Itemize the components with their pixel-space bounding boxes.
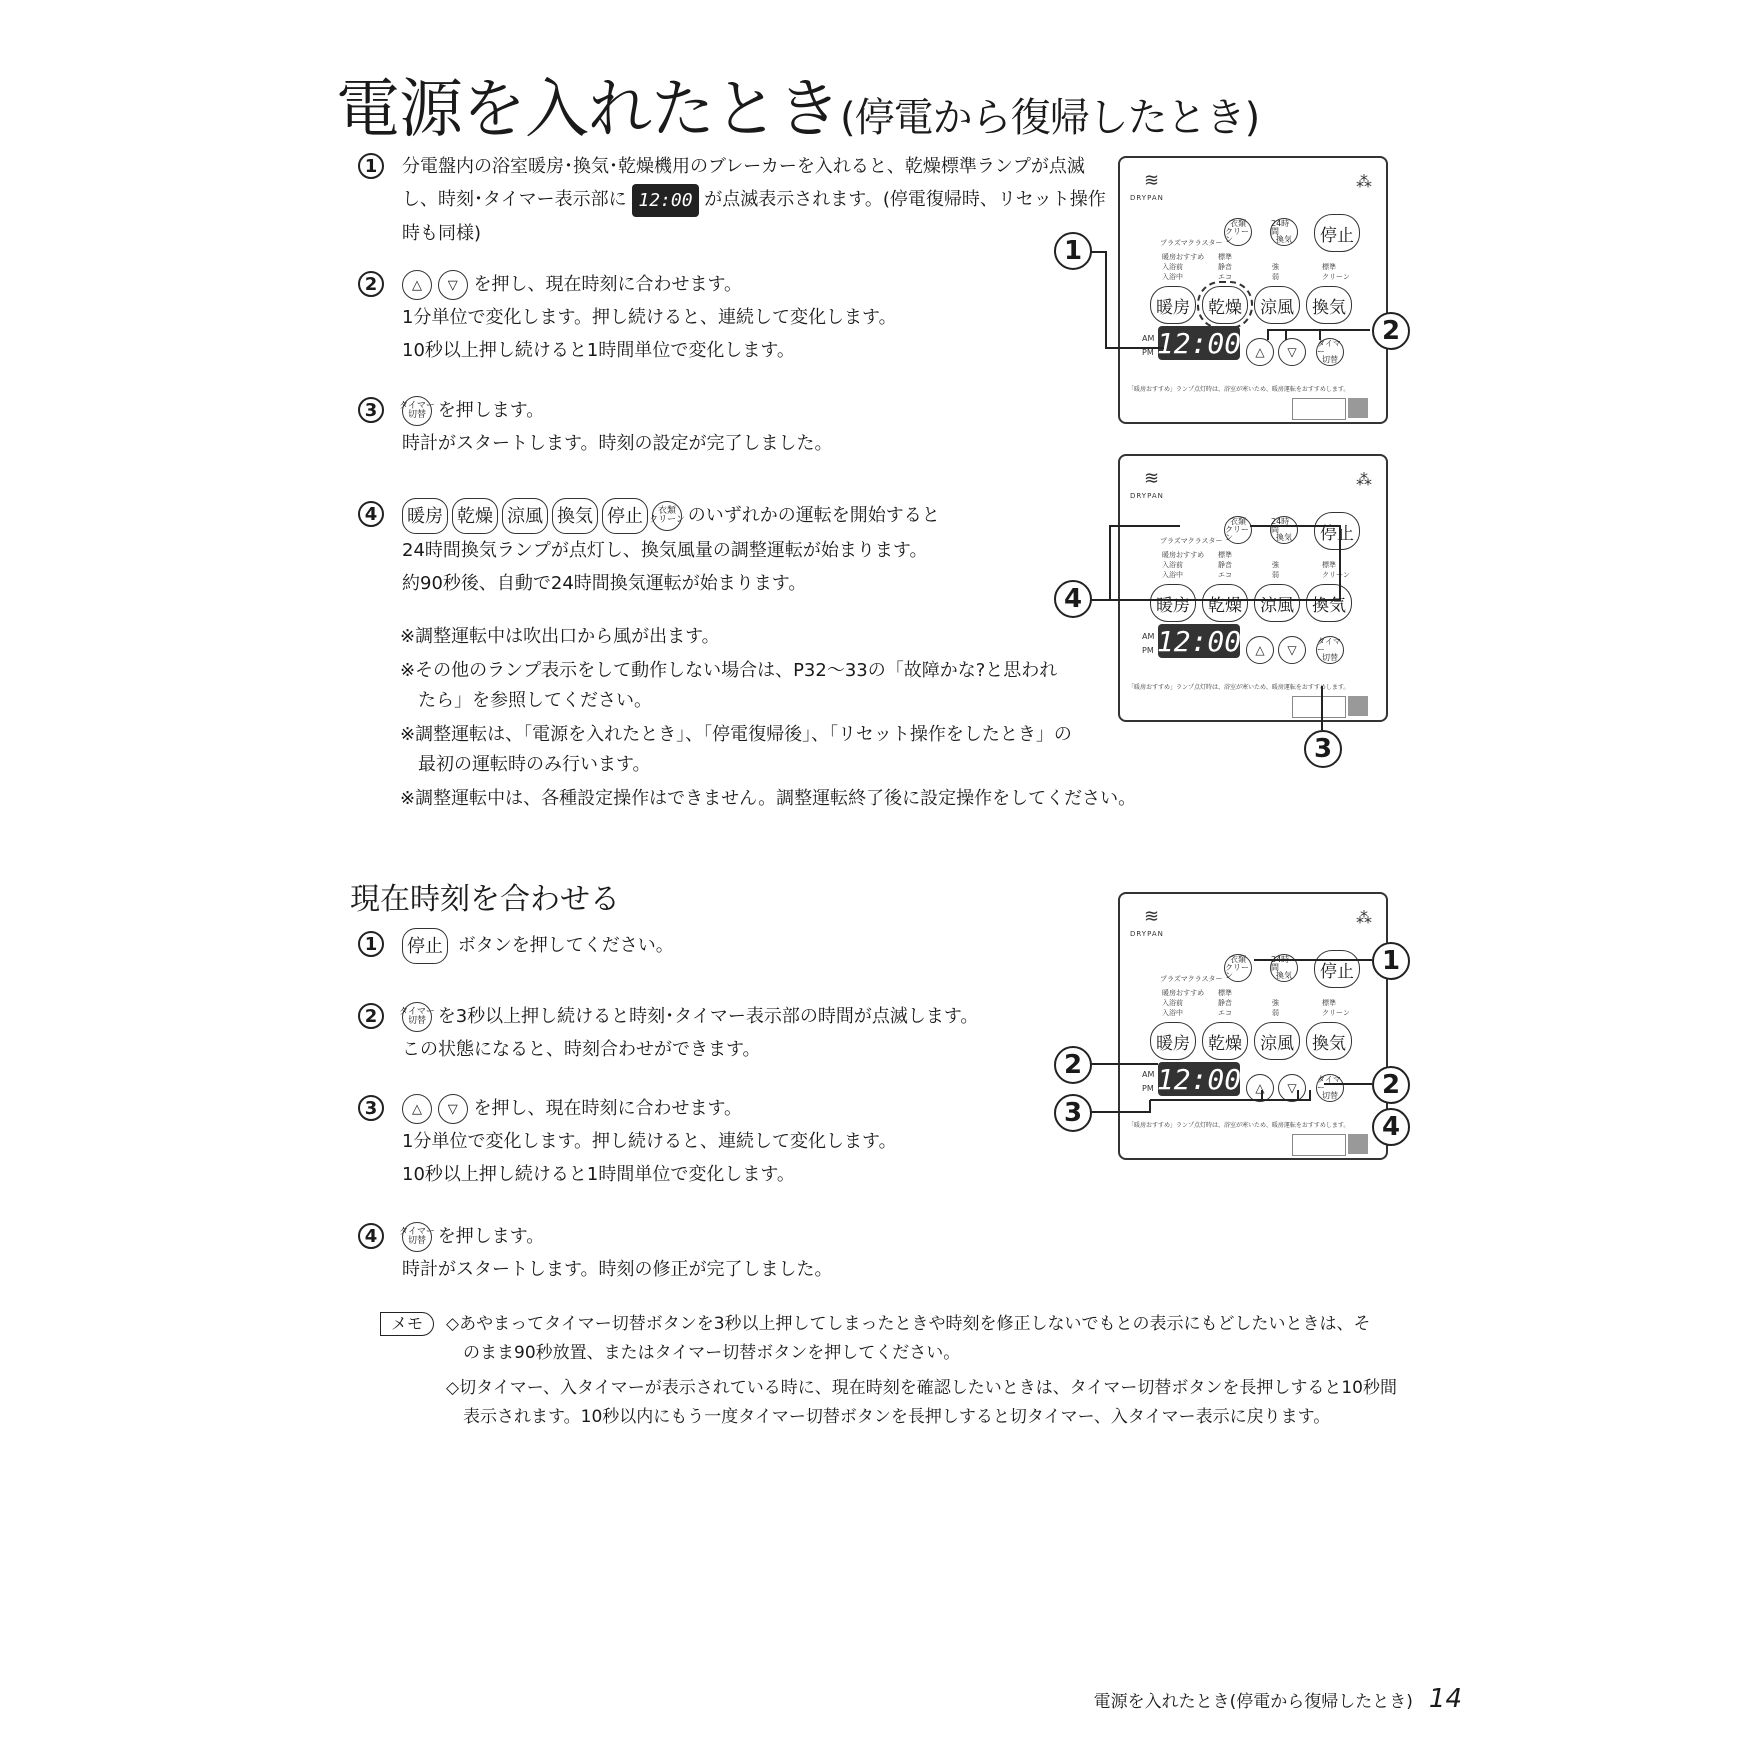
panel-sensor bbox=[1348, 398, 1368, 418]
step-text bbox=[402, 268, 897, 367]
grape-logo-icon: ⁂ bbox=[1356, 470, 1372, 489]
timer-button-icon bbox=[399, 396, 435, 426]
stop-button: 停止 bbox=[1314, 950, 1360, 988]
page-number: 14 bbox=[1428, 1684, 1462, 1714]
callout-line bbox=[1110, 526, 1180, 600]
s1-step4 bbox=[358, 498, 1078, 608]
callout-4: 4 bbox=[1054, 580, 1092, 618]
step-number: 3 bbox=[358, 397, 384, 423]
cloth-label-bottom: クリーン bbox=[1225, 227, 1249, 244]
lamp-label: 標準 bbox=[1322, 561, 1336, 569]
note-line: ※調整運転中は、各種設定操作はできません。調整運転終了後に設定操作をしてください。 bbox=[400, 788, 1137, 809]
lamp-label: 標準 bbox=[1322, 999, 1336, 1007]
recommend-note: 「暖房おすすめ」ランプ点灯時は、浴室が寒いため、暖房運転をおすすめします。 bbox=[1128, 684, 1350, 691]
step-number: 2 bbox=[358, 271, 384, 297]
footer bbox=[1094, 1684, 1462, 1714]
step-number: 4 bbox=[358, 501, 384, 527]
step-text bbox=[399, 394, 833, 460]
lamp-label: クリーン bbox=[1322, 1009, 1350, 1017]
step-number: 2 bbox=[358, 1003, 384, 1029]
step-text bbox=[402, 150, 1106, 250]
grape-logo-icon: ⁂ bbox=[1356, 172, 1372, 191]
timer-label-bottom: 切替 bbox=[1322, 355, 1338, 364]
page-title-sub: (停電から復帰したとき) bbox=[840, 95, 1260, 141]
cooling-button: 涼風 bbox=[1254, 286, 1300, 324]
step-number: 3 bbox=[358, 1095, 384, 1121]
pm-label: PM bbox=[1142, 646, 1154, 655]
footer-text: 電源を入れたとき(停電から復帰したとき) bbox=[1093, 1692, 1413, 1712]
24h-label-bottom: 換気 bbox=[1276, 235, 1292, 244]
24h-label-top: 24時間 bbox=[1271, 517, 1290, 534]
plasma-label: プラズマクラスター bbox=[1160, 239, 1223, 247]
page-title-main: 電源を入れたとき bbox=[336, 73, 840, 147]
step-line bbox=[399, 394, 833, 427]
lamp-label: 弱 bbox=[1272, 571, 1279, 579]
step-text-a: を押します。 bbox=[437, 1226, 545, 1247]
24h-label-top: 24時間 bbox=[1271, 219, 1290, 236]
step-line bbox=[402, 1092, 897, 1125]
lamp-label: 標準 bbox=[1322, 263, 1336, 271]
callout-4: 4 bbox=[1372, 1108, 1410, 1146]
step-line bbox=[399, 1000, 979, 1033]
plasma-label: プラズマクラスター bbox=[1160, 537, 1223, 545]
cloth-label-top: 衣類 bbox=[1230, 955, 1246, 964]
lcd-display: 12:00 bbox=[1156, 1062, 1242, 1096]
s1-step3 bbox=[358, 394, 1058, 474]
step-text-a: を押し、現在時刻に合わせます。 bbox=[473, 1098, 743, 1119]
step-line bbox=[402, 183, 1106, 217]
lamp-label: 強 bbox=[1272, 263, 1279, 271]
up-button-icon: △ bbox=[402, 270, 432, 300]
cloth-label-top: 衣類 bbox=[1230, 517, 1246, 526]
brand-label: DRYPAN bbox=[1130, 930, 1164, 938]
timer-label-bottom: 切替 bbox=[1322, 1091, 1338, 1100]
pm-label: PM bbox=[1142, 1084, 1154, 1093]
callout-3: 3 bbox=[1054, 1094, 1092, 1132]
up-button: △ bbox=[1246, 1074, 1274, 1102]
lamp-label: クリーン bbox=[1322, 571, 1350, 579]
lamp-label: エコ bbox=[1218, 1009, 1232, 1017]
lamp-label: 弱 bbox=[1272, 1009, 1279, 1017]
cooling-button: 涼風 bbox=[1254, 1022, 1300, 1060]
timer-label-top: タイマー bbox=[1317, 637, 1341, 654]
down-button-icon: ▽ bbox=[438, 1094, 468, 1124]
timer-label-top: タイマー bbox=[399, 1227, 435, 1237]
step-line: 時計がスタートします。時刻の設定が完了しました。 bbox=[402, 433, 833, 454]
down-button: ▽ bbox=[1278, 636, 1306, 664]
cloth-label-top: 衣類 bbox=[1230, 219, 1246, 228]
step-line: 10秒以上押し続けると1時間単位で変化します。 bbox=[402, 1164, 795, 1185]
step-text-a: を押し、現在時刻に合わせます。 bbox=[473, 274, 743, 295]
24h-label-top: 24時間 bbox=[1271, 955, 1290, 972]
lamp-label: 静音 bbox=[1218, 999, 1232, 1007]
memo-text bbox=[446, 1310, 1397, 1432]
lamp-label: 強 bbox=[1272, 999, 1279, 1007]
timer-label-bottom: 切替 bbox=[407, 410, 426, 420]
cloth-label-bottom: クリーン bbox=[649, 515, 685, 525]
s1-notes bbox=[400, 622, 1136, 814]
step-line: 約90秒後、自動で24時間換気運転が始まります。 bbox=[402, 573, 807, 594]
ventilation-button: 換気 bbox=[1306, 286, 1352, 324]
step-line bbox=[399, 1220, 833, 1253]
timer-label-bottom: 切替 bbox=[407, 1016, 426, 1026]
am-label: AM bbox=[1142, 1070, 1155, 1079]
step-number: 1 bbox=[358, 931, 384, 957]
panel3-callout-lines bbox=[1050, 940, 1410, 1140]
callout-3: 3 bbox=[1304, 730, 1342, 768]
lamp-label: 入浴前 bbox=[1162, 561, 1183, 569]
step-text bbox=[402, 1092, 897, 1191]
callout-line bbox=[1286, 330, 1320, 340]
cooling-button-icon: 涼風 bbox=[502, 498, 548, 534]
callout-line bbox=[1090, 1090, 1310, 1112]
lamp-label: 入浴中 bbox=[1162, 571, 1183, 579]
stop-button-icon: 停止 bbox=[402, 928, 448, 964]
recommend-note: 「暖房おすすめ」ランプ点灯時は、浴室が寒いため、暖房運転をおすすめします。 bbox=[1128, 386, 1350, 393]
lamp-label: 入浴前 bbox=[1162, 999, 1183, 1007]
brand-label: DRYPAN bbox=[1130, 492, 1164, 500]
s1-step2 bbox=[358, 268, 1058, 378]
s2-step2 bbox=[358, 1000, 1058, 1070]
callout-1: 1 bbox=[1054, 232, 1092, 270]
step-text-a: を3秒以上押し続けると時刻･タイマー表示部の時間が点滅します。 bbox=[437, 1006, 979, 1027]
step-text-a: し、時刻･タイマー表示部に bbox=[402, 189, 627, 210]
down-button: ▽ bbox=[1278, 338, 1306, 366]
cloth-label-bottom: クリーン bbox=[1225, 525, 1249, 542]
lamp-label: 弱 bbox=[1272, 273, 1279, 281]
ventilation-button-icon: 換気 bbox=[552, 498, 598, 534]
step-text-b: が点滅表示されます。(停電復帰時、リセット操作 bbox=[704, 189, 1106, 210]
recommend-note: 「暖房おすすめ」ランプ点灯時は、浴室が寒いため、暖房運転をおすすめします。 bbox=[1128, 1122, 1350, 1129]
step-text bbox=[399, 1000, 979, 1066]
timer-button-icon bbox=[399, 1222, 435, 1252]
24h-label-bottom: 換気 bbox=[1276, 971, 1292, 980]
timer-label-top: タイマー bbox=[399, 1007, 435, 1017]
step-text-a: を押します。 bbox=[437, 400, 545, 421]
step-line bbox=[402, 268, 897, 301]
stop-button: 停止 bbox=[1314, 512, 1360, 550]
timer-label-top: タイマー bbox=[1317, 339, 1341, 356]
memo-line: ◇切タイマー、入タイマーが表示されている時に、現在時刻を確認したいときは、タイマー切替ボタンを長押しすると10秒間 bbox=[446, 1378, 1398, 1398]
plasma-label: プラズマクラスター bbox=[1160, 975, 1223, 983]
lcd-display: 12:00 bbox=[1156, 326, 1242, 360]
s2-step1 bbox=[358, 928, 958, 968]
callout-line bbox=[1090, 526, 1340, 600]
up-button: △ bbox=[1246, 636, 1274, 664]
lamp-label: 暖房おすすめ bbox=[1162, 989, 1205, 997]
grape-logo-icon: ⁂ bbox=[1356, 908, 1372, 927]
drying-button: 乾燥 bbox=[1202, 286, 1248, 324]
s2-step3 bbox=[358, 1092, 1058, 1202]
cloth-clean-button-icon bbox=[649, 501, 685, 531]
cloth-label-top: 衣類 bbox=[657, 506, 676, 516]
callout-line bbox=[1090, 252, 1164, 348]
lcd-display: 12:00 bbox=[1156, 624, 1242, 658]
drying-button: 乾燥 bbox=[1202, 584, 1248, 622]
step-number: 1 bbox=[358, 153, 384, 179]
timer-label-top: タイマー bbox=[1317, 1075, 1341, 1092]
lamp-label: 標準 bbox=[1218, 253, 1232, 261]
note-line: ※調整運転中は吹出口から風が出ます。 bbox=[400, 626, 720, 647]
drypan-logo-icon: ≋ bbox=[1144, 468, 1160, 489]
section2-heading: 現在時刻を合わせる bbox=[350, 882, 620, 917]
ventilation-button: 換気 bbox=[1306, 1022, 1352, 1060]
step-line bbox=[402, 498, 940, 534]
callout-1: 1 bbox=[1372, 942, 1410, 980]
callout-2: 2 bbox=[1054, 1046, 1092, 1084]
step-text-a: ボタンを押してください。 bbox=[457, 935, 674, 956]
ventilation-button: 換気 bbox=[1306, 584, 1352, 622]
lamp-label: エコ bbox=[1218, 273, 1232, 281]
lcd-sample: 12:00 bbox=[632, 184, 698, 217]
step-line: 時も同様) bbox=[402, 222, 482, 244]
timer-label-bottom: 切替 bbox=[407, 1236, 426, 1246]
lamp-label: 静音 bbox=[1218, 561, 1232, 569]
step-line: この状態になると、時刻合わせができます。 bbox=[402, 1039, 761, 1060]
24h-label-bottom: 換気 bbox=[1276, 533, 1292, 542]
memo-line: ◇あやまってタイマー切替ボタンを3秒以上押してしまったときや時刻を修正しないでもとの表示にもどしたいときは、そ bbox=[446, 1314, 1371, 1334]
step-line: 10秒以上押し続けると1時間単位で変化します。 bbox=[402, 340, 795, 361]
stop-button: 停止 bbox=[1314, 214, 1360, 252]
stop-button-icon: 停止 bbox=[602, 498, 648, 534]
panel2-callout-lines bbox=[1050, 516, 1410, 736]
heating-button-icon: 暖房 bbox=[402, 498, 448, 534]
memo-line: 表示されます。10秒以内にもう一度タイマー切替ボタンを長押しすると切タイマー、入タイマー表示に戻ります。 bbox=[446, 1407, 1331, 1427]
pm-label: PM bbox=[1142, 348, 1154, 357]
panel-window bbox=[1292, 398, 1346, 420]
drypan-logo-icon: ≋ bbox=[1144, 906, 1160, 927]
timer-label-bottom: 切替 bbox=[1322, 653, 1338, 662]
callout-2: 2 bbox=[1372, 312, 1410, 350]
cooling-button: 涼風 bbox=[1254, 584, 1300, 622]
lamp-label: 暖房おすすめ bbox=[1162, 551, 1205, 559]
callout-2: 2 bbox=[1372, 1066, 1410, 1104]
am-label: AM bbox=[1142, 632, 1155, 641]
heating-button: 暖房 bbox=[1150, 1022, 1196, 1060]
step-line: 1分単位で変化します。押し続けると、連続して変化します。 bbox=[402, 307, 897, 328]
step-text bbox=[402, 928, 674, 964]
s1-step1 bbox=[358, 150, 1106, 250]
brand-label: DRYPAN bbox=[1130, 194, 1164, 202]
step-number: 4 bbox=[358, 1223, 384, 1249]
drypan-logo-icon: ≋ bbox=[1144, 170, 1160, 191]
heating-button: 暖房 bbox=[1150, 286, 1196, 324]
lamp-label: クリーン bbox=[1322, 273, 1350, 281]
step-text bbox=[399, 1220, 833, 1286]
page-title bbox=[336, 58, 1259, 150]
down-button: ▽ bbox=[1278, 1074, 1306, 1102]
timer-button-icon bbox=[399, 1002, 435, 1032]
step-line: 1分単位で変化します。押し続けると、連続して変化します。 bbox=[402, 1131, 897, 1152]
lamp-label: 標準 bbox=[1218, 551, 1232, 559]
lamp-label: 標準 bbox=[1218, 989, 1232, 997]
lamp-label: 入浴中 bbox=[1162, 273, 1183, 281]
heating-button: 暖房 bbox=[1150, 584, 1196, 622]
lamp-label: 入浴中 bbox=[1162, 1009, 1183, 1017]
step-line: 分電盤内の浴室暖房･換気･乾燥機用のブレーカーを入れると、乾燥標準ランプが点滅 bbox=[402, 156, 1085, 177]
step-line: 24時間換気ランプが点灯し、換気風量の調整運転が始まります。 bbox=[402, 540, 928, 561]
down-button-icon: ▽ bbox=[438, 270, 468, 300]
lamp-label: 入浴前 bbox=[1162, 263, 1183, 271]
note-line: 最初の運転時のみ行います。 bbox=[400, 754, 651, 775]
drying-button-icon: 乾燥 bbox=[452, 498, 498, 534]
note-line: ※その他のランプ表示をして動作しない場合は、P32～33の「故障かな?と思われ bbox=[400, 660, 1058, 681]
cloth-label-bottom: クリーン bbox=[1225, 963, 1249, 980]
s2-step4 bbox=[358, 1220, 1058, 1290]
step-line: 時計がスタートします。時刻の修正が完了しました。 bbox=[402, 1259, 833, 1280]
lamp-label: 暖房おすすめ bbox=[1162, 253, 1205, 261]
memo-line: のまま90秒放置、またはタイマー切替ボタンを押してください。 bbox=[446, 1343, 961, 1363]
drying-button: 乾燥 bbox=[1202, 1022, 1248, 1060]
memo-tag: メモ bbox=[380, 1312, 434, 1336]
note-line: ※調整運転は、「電源を入れたとき」、「停電復帰後」、「リセット操作をしたとき」の bbox=[400, 724, 1072, 745]
lamp-label: 強 bbox=[1272, 561, 1279, 569]
note-line: たら」を参照してください。 bbox=[400, 690, 652, 711]
up-button: △ bbox=[1246, 338, 1274, 366]
step-text-a: のいずれかの運転を開始すると bbox=[687, 505, 940, 526]
timer-label-top: タイマー bbox=[399, 401, 435, 411]
lamp-label: エコ bbox=[1218, 571, 1232, 579]
up-button-icon: △ bbox=[402, 1094, 432, 1124]
lamp-label: 静音 bbox=[1218, 263, 1232, 271]
step-text bbox=[402, 498, 940, 600]
am-label: AM bbox=[1142, 334, 1155, 343]
